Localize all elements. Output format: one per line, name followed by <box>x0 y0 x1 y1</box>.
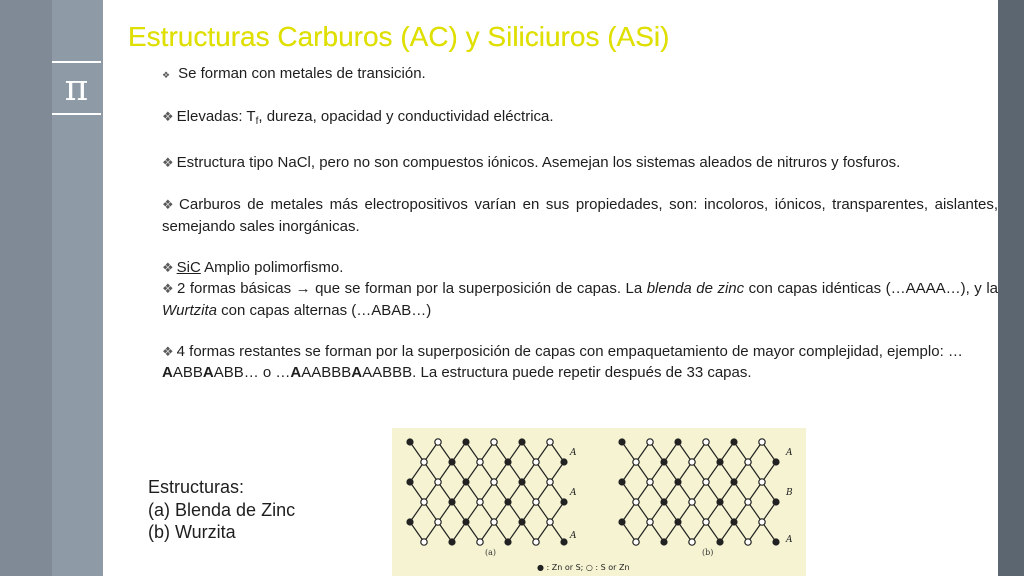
zinc-blende-atom <box>505 459 511 465</box>
zinc-blende-atom <box>421 459 427 465</box>
zinc-blende-atom <box>421 499 427 505</box>
bold-a-2: A <box>202 364 214 381</box>
zinc-blende-atom <box>519 519 525 525</box>
zinc-blende-atom <box>449 499 455 505</box>
bullet-5-text: Amplio polimorfismo. <box>200 258 344 276</box>
wurtzite-lattice <box>619 439 779 545</box>
bold-a-4: A <box>351 364 363 381</box>
wurtzite-atom <box>717 499 723 505</box>
bullet-6-italic-2: Wurtzita <box>162 301 218 319</box>
zinc-blende-atom <box>407 479 413 485</box>
right-sidebar-bar <box>998 0 1024 576</box>
zinc-blende-atom <box>435 439 441 445</box>
zinc-blende-atom <box>407 439 413 445</box>
zinc-blende-atom <box>463 479 469 485</box>
zinc-blende-atom <box>421 539 427 545</box>
wurtzite-atom <box>619 439 625 445</box>
bullet-6-text-d: con capas alternas (…ABAB…) <box>217 301 432 319</box>
zinc-blende-atom <box>547 479 553 485</box>
zinc-blende-atom <box>477 499 483 505</box>
label-b: (b) <box>702 548 714 557</box>
wurtzite-bond <box>664 522 678 542</box>
wurtzite-atom <box>717 539 723 545</box>
zinc-blende-atom <box>463 439 469 445</box>
bullet-6-italic-1: blenda de zinc <box>646 280 745 297</box>
zinc-blende-atom <box>491 439 497 445</box>
diamond-bullet-icon: ❖ <box>162 71 171 81</box>
zinc-blende-bond <box>508 502 522 522</box>
zinc-blende-atom <box>505 499 511 505</box>
wurtzite-bond <box>720 522 734 542</box>
diamond-bullet-icon: ❖ <box>162 282 174 297</box>
diamond-bullet-icon: ❖ <box>162 156 174 171</box>
wurtzite-atom <box>731 439 737 445</box>
wurtzite-atom <box>661 499 667 505</box>
bullet-7-text-a: 4 formas restantes se forman por la superposición de capas con empaquetamiento de mayor complejidad, ejemplo: … <box>176 342 963 360</box>
layer-label-a-3: A <box>570 531 577 541</box>
bullet-3-text: Estructura tipo NaCl, pero no son compuestos iónicos. Asemejan los sistemas aleados de nitruros y fosfuros. <box>176 154 901 171</box>
wurtzite-bond <box>664 502 678 522</box>
zinc-blende-atom <box>533 459 539 465</box>
diamond-bullet-icon: ❖ <box>162 110 174 125</box>
slide-body <box>162 64 998 384</box>
diamond-bullet-icon: ❖ <box>162 344 174 360</box>
bold-a-3: A <box>290 364 302 381</box>
wurtzite-atom <box>717 459 723 465</box>
zinc-blende-bond <box>452 462 466 482</box>
wurtzite-atom <box>675 519 681 525</box>
layer-label-b-1: A <box>786 448 793 458</box>
layer-label-b-3: A <box>786 535 793 545</box>
layer-label-a-2: A <box>570 488 577 498</box>
bullet-7-text-d: AABBB <box>301 364 352 381</box>
wurtzite-atom <box>633 539 639 545</box>
bullet-7-text-e: AABBB. La estructura puede repetir después de 33 capas. <box>362 364 752 381</box>
wurtzite-atom <box>745 459 751 465</box>
bullet-2 <box>162 107 998 133</box>
wurtzite-atom <box>633 499 639 505</box>
pi-icon <box>52 61 101 115</box>
zinc-blende-atom <box>547 439 553 445</box>
bullet-6-text-a: 2 formas básicas <box>177 280 296 297</box>
zinc-blende-bond <box>508 482 522 502</box>
zinc-blende-bond <box>452 522 466 542</box>
zinc-blende-atom <box>449 539 455 545</box>
pi-symbol: π <box>64 67 89 109</box>
zinc-blende-bond <box>508 442 522 462</box>
zinc-blende-bond <box>508 522 522 542</box>
zinc-blende-atom <box>561 499 567 505</box>
wurtzite-atom <box>703 519 709 525</box>
wurtzite-atom <box>661 459 667 465</box>
caption-line-1: Estructuras: <box>148 477 245 497</box>
zinc-blende-atom <box>519 479 525 485</box>
layer-label-a-1: A <box>570 448 577 458</box>
wurtzite-atom <box>745 499 751 505</box>
crystal-structure-diagram <box>392 428 806 576</box>
bullet-3 <box>162 153 998 175</box>
wurtzite-atom <box>703 439 709 445</box>
diamond-bullet-icon: ❖ <box>162 198 177 213</box>
zinc-blende-bond <box>452 502 466 522</box>
zinc-blende-bond <box>452 482 466 502</box>
label-a: (a) <box>485 548 497 557</box>
wurtzite-atom <box>689 459 695 465</box>
bullet-4-text: Carburos de metales más electropositivos varían en sus propiedades, son: incoloros, iónicos, transparentes, aislantes, semejando sales inorgánicas. <box>162 196 998 235</box>
wurtzite-bond <box>720 502 734 522</box>
zinc-blende-atom <box>449 459 455 465</box>
wurtzite-atom <box>633 459 639 465</box>
wurtzite-atom <box>619 479 625 485</box>
wurtzite-atom <box>703 479 709 485</box>
wurtzite-bond <box>664 462 678 482</box>
wurtzite-atom <box>773 539 779 545</box>
wurtzite-bond <box>720 442 734 462</box>
bullet-4 <box>162 195 998 237</box>
zinc-blende-atom <box>463 519 469 525</box>
bullet-2-text-a: Elevadas: T <box>176 108 256 125</box>
zinc-blende-atom <box>477 539 483 545</box>
wurtzite-atom <box>731 519 737 525</box>
zinc-blende-atom <box>547 519 553 525</box>
zinc-blende-atom <box>491 479 497 485</box>
wurtzite-bond <box>720 482 734 502</box>
bullet-6 <box>162 279 998 321</box>
slide-title: Estructuras Carburos (AC) y Siliciuros (ASi) <box>128 21 670 52</box>
wurtzite-atom <box>731 479 737 485</box>
wurtzite-atom <box>689 539 695 545</box>
crystal-structure-figure <box>392 428 806 576</box>
zinc-blende-atom <box>435 519 441 525</box>
caption-line-2: (a) Blenda de Zinc <box>148 499 296 520</box>
wurtzite-atom <box>661 539 667 545</box>
bullet-6-text-c: con capas idénticas (…AAAA…), y la <box>744 280 998 297</box>
bullet-6-text-b: que se forman por la superposición de capas. La <box>310 280 647 297</box>
zinc-blende-lattice <box>407 439 567 545</box>
wurtzite-atom <box>647 519 653 525</box>
zinc-blende-atom <box>435 479 441 485</box>
zinc-blende-atom <box>519 439 525 445</box>
layer-label-b-2: B <box>786 488 793 498</box>
zinc-blende-atom <box>533 539 539 545</box>
bullet-5 <box>162 258 998 280</box>
bullet-7-text-c: ABB… o … <box>213 364 291 381</box>
arrow-right-icon: → <box>295 280 311 297</box>
wurtzite-bond <box>664 482 678 502</box>
diamond-bullet-icon: ❖ <box>162 260 174 276</box>
bold-a-1: A <box>162 364 173 381</box>
zinc-blende-bond <box>452 442 466 462</box>
wurtzite-atom <box>773 499 779 505</box>
zinc-blende-atom <box>407 519 413 525</box>
wurtzite-atom <box>759 479 765 485</box>
wurtzite-atom <box>689 499 695 505</box>
wurtzite-atom <box>647 479 653 485</box>
wurtzite-atom <box>675 479 681 485</box>
zinc-blende-atom <box>477 459 483 465</box>
wurtzite-atom <box>773 459 779 465</box>
zinc-blende-atom <box>561 539 567 545</box>
zinc-blende-atom <box>491 519 497 525</box>
bullet-7-text-b: ABB <box>172 364 203 381</box>
bullet-7 <box>162 342 998 384</box>
left-sidebar-bar <box>0 0 52 576</box>
caption-line-3: (b) Wurzita <box>148 522 236 542</box>
bullet-1 <box>162 64 998 87</box>
zinc-blende-atom <box>505 539 511 545</box>
bullet-2-subscript: f <box>255 116 259 127</box>
zinc-blende-atom <box>561 459 567 465</box>
bullet-2-text-b: , dureza, opacidad y conductividad eléctrica. <box>258 108 554 125</box>
wurtzite-atom <box>759 439 765 445</box>
wurtzite-atom <box>647 439 653 445</box>
zinc-blende-bond <box>508 462 522 482</box>
wurtzite-atom <box>745 539 751 545</box>
wurtzite-atom <box>619 519 625 525</box>
zinc-blende-atom <box>533 499 539 505</box>
wurtzite-bond <box>664 442 678 462</box>
sic-link[interactable]: SiC <box>176 258 201 276</box>
wurtzite-atom <box>759 519 765 525</box>
bullet-1-text: Se forman con metales de transición. <box>178 65 426 82</box>
figure-legend: ● : Zn or S; ○ : S or Zn <box>537 563 630 572</box>
figure-caption <box>148 476 295 544</box>
wurtzite-atom <box>675 439 681 445</box>
wurtzite-bond <box>720 462 734 482</box>
